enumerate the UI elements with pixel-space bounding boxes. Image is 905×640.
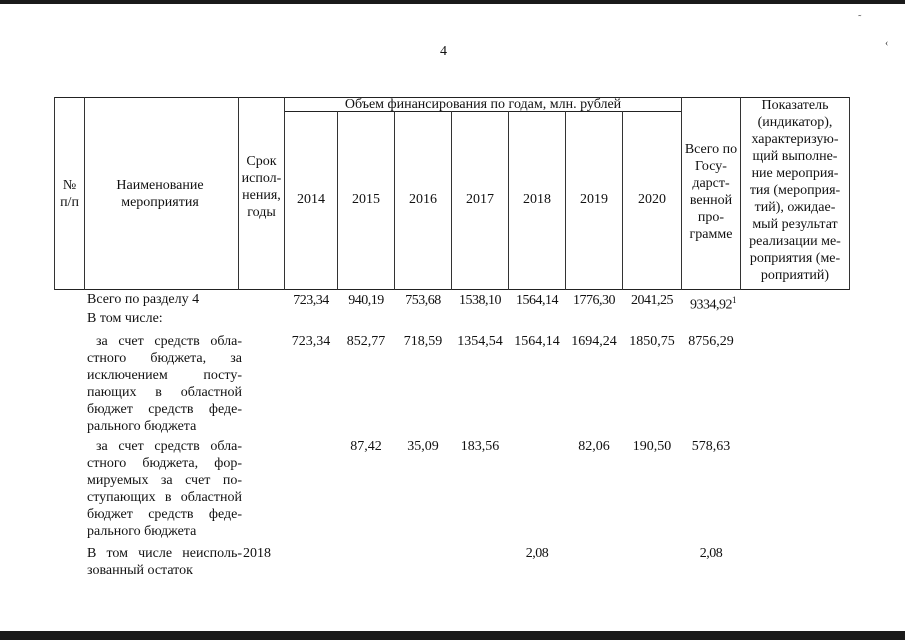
row-regional-label: за счет средств обла-стного бюджета, за исключением посту-пающих в областной бюджет средств феде-рального бюджета xyxy=(87,334,242,434)
scan-speck: ˜ xyxy=(858,14,862,25)
footnote-marker: 1 xyxy=(732,295,736,305)
row-total-2015: 940,19 xyxy=(348,293,384,308)
row-regional-2020: 1850,75 xyxy=(629,334,675,349)
row-regional-2019: 1694,24 xyxy=(571,334,617,349)
row-unused-label: В том числе неисполь-зованный остаток xyxy=(87,546,242,578)
row-federal-2017: 183,56 xyxy=(460,439,500,454)
col-divider xyxy=(238,97,239,290)
table-right-border xyxy=(849,97,850,290)
row-regional-2017: 1354,54 xyxy=(457,334,503,349)
row-regional-2014: 723,34 xyxy=(291,334,331,349)
row-regional-2015: 852,77 xyxy=(346,334,386,349)
row-federal-label: за счет средств обла-стного бюджета, фор-мируемых за счет по-ступающих в областной бюджет средств феде-рального бюджета xyxy=(87,439,242,539)
header-year-2019: 2019 xyxy=(580,192,608,207)
row-regional-2018: 1564,14 xyxy=(514,334,560,349)
row-unused-2018: 2,08 xyxy=(525,546,549,561)
header-year-2018: 2018 xyxy=(523,192,551,207)
col-divider xyxy=(740,97,741,290)
row-federal-sum: 578,63 xyxy=(691,439,731,454)
row-regional-sum: 8756,29 xyxy=(688,334,734,349)
row-total-2017: 1538,10 xyxy=(459,293,501,308)
row-federal-2016: 35,09 xyxy=(407,439,439,454)
header-year-2015: 2015 xyxy=(352,192,380,207)
bottom-scan-edge xyxy=(0,631,905,640)
row-total-label: Всего по разделу 4 xyxy=(87,292,200,307)
header-year-2020: 2020 xyxy=(638,192,666,207)
row-federal-2015: 87,42 xyxy=(350,439,382,454)
row-federal-2019: 82,06 xyxy=(578,439,610,454)
header-year-2016: 2016 xyxy=(409,192,437,207)
row-total-2020: 2041,25 xyxy=(631,293,673,308)
top-scan-edge xyxy=(0,0,905,4)
header-name: Наименование мероприятия xyxy=(116,178,204,210)
col-divider xyxy=(84,97,85,290)
header-financing-group: Объем финансирования по годам, млн. рублей xyxy=(344,97,622,112)
row-total-sum-value: 9334,92 xyxy=(690,297,732,313)
row-total-sum xyxy=(683,292,743,314)
scan-speck: ‹ xyxy=(885,38,889,49)
page-number: 4 xyxy=(440,44,447,59)
row-total-2018: 1564,14 xyxy=(516,293,558,308)
row-regional-2016: 718,59 xyxy=(403,334,443,349)
col-divider xyxy=(681,97,682,290)
header-total: Всего по Госу-дарст-венной про-грамме xyxy=(684,142,738,242)
header-year-2014: 2014 xyxy=(297,192,325,207)
row-total-2014: 723,34 xyxy=(293,293,329,308)
row-total-2019: 1776,30 xyxy=(573,293,615,308)
row-unused-term: 2018 xyxy=(243,546,271,561)
row-including-label: В том числе: xyxy=(87,311,163,326)
row-federal-2020: 190,50 xyxy=(632,439,672,454)
header-year-2017: 2017 xyxy=(466,192,494,207)
header-number: № п/п xyxy=(60,178,79,210)
row-total-2016: 753,68 xyxy=(405,293,441,308)
table-left-border xyxy=(54,97,55,290)
header-indicator: Показатель (индикатор), характеризую-щий выполне-ние мероприя-тия (мероприя-тий), ожидае-мый результат реализации ме-роприятия (ме-роприятий) xyxy=(749,98,841,283)
row-unused-sum: 2,08 xyxy=(699,546,723,561)
header-term: Срок испол-нения, годы xyxy=(241,154,282,220)
